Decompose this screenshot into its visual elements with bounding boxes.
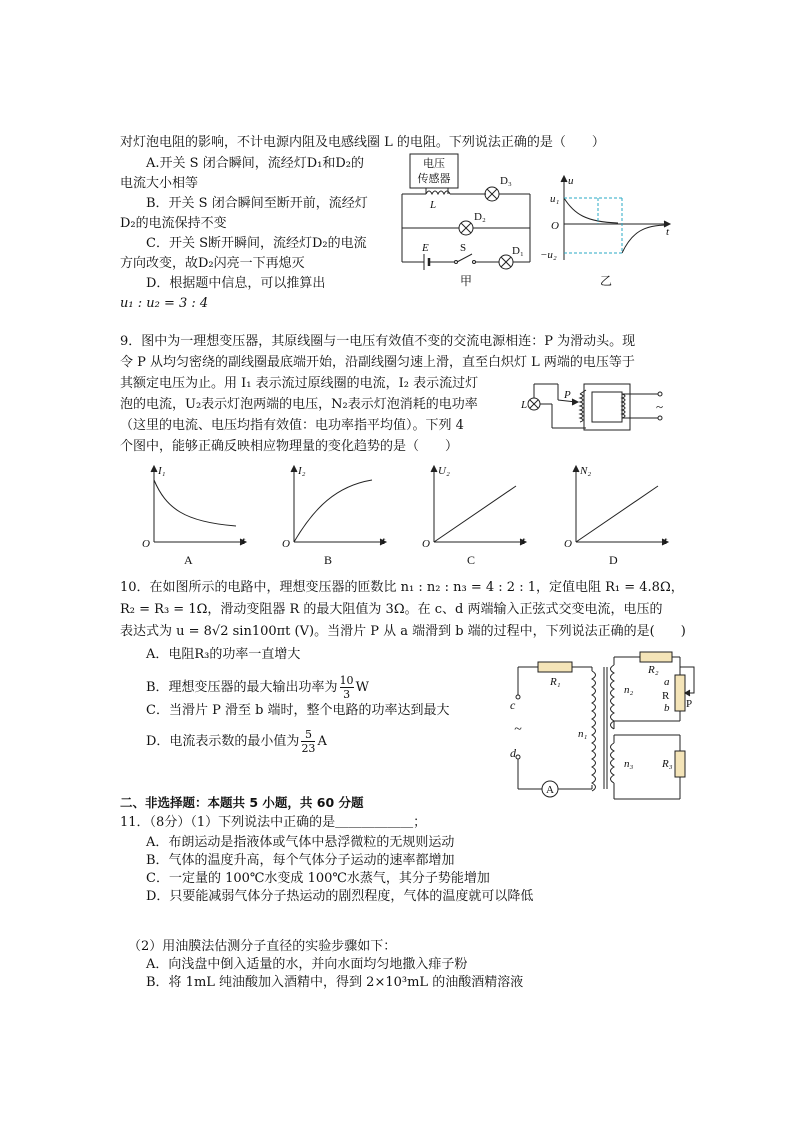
graph-d-y-label: N₂ [580,465,592,477]
section-heading: 二、非选择题：本题共 5 小题，共 60 分题 [120,795,364,810]
graph-c-y-label: U₂ [438,465,450,477]
slider-p-label: P [564,389,571,401]
q11-option-b: B．气体的温度升高，每个气体分子运动的速率都增加 [146,853,455,868]
graph-d-x-label: t [664,535,668,547]
q10-line2: R₂ = R₃ = 1Ω，滑动变阻器 R 的最大阻值为 3Ω。在 c、d 两端输入正弦式交变电流，电压的 [120,602,663,617]
q10-option-d: D．电流表示数的最小值为 $\frac{5}{23}$ A [146,728,327,755]
q8-option-c-line1: C．开关 S断开瞬间，流经灯D₂的电流 [146,236,367,251]
q11-option-a: A．布朗运动是指液体或气体中悬浮微粒的无规则运动 [146,835,455,850]
resistor-r2-label: R₂ [648,664,659,676]
terminal-d-label: d [510,746,516,760]
q11-line1: 11．（8分）（1）下列说法中正确的是＿＿＿＿＿＿； [120,815,427,830]
q10-option-c: C．当滑片 P 滑至 b 端时，整个电路的功率达到最大 [146,703,450,718]
graph-origin-label: O [551,220,559,232]
q8-option-a-line2: 电流大小相等 [120,176,199,191]
graph-c-origin: O [422,538,430,550]
graph-u-axis-label: u [568,175,574,187]
q9-answer-graphs [136,462,681,570]
resistor-r1-label: R₁ [550,676,561,688]
figure-jia-caption: 甲 [459,274,473,288]
q8-option-b-line1: B．开关 S 闭合瞬间至断开前，流经灯 [146,196,368,211]
graph-a-origin: O [142,538,150,550]
lamp-l-label: L [521,399,528,411]
q8-option-c-line2: 方向改变，故D₂闪亮一下再熄灭 [120,256,305,271]
figure-yi-caption: 乙 [599,274,613,288]
graph-d-origin: O [564,538,572,550]
graph-u1-label: u₁ [550,193,560,205]
q11-option-d: D．只要能减弱气体分子热运动的剧烈程度，气体的温度就可以降低 [146,889,534,904]
q9-transformer-figure [518,380,678,436]
q8-intro: 对灯泡电阻的影响，不计电源内阻及电感线圈 L 的电阻。下列说法正确的是（ ） [120,135,605,150]
q9-line5: （这里的电流、电压均指有效值：电功率指平均值）。下列 4 [120,418,464,433]
q8-option-d-line2: u₁ : u₂ = 3 : 4 [120,296,209,311]
graph-a-caption: A [184,553,193,567]
inductor-label: L [430,199,437,211]
graph-b-origin: O [282,538,290,550]
lamp-d2-label: D₂ [474,211,486,223]
graph-b-y-label: I₂ [298,465,306,477]
q11-part2-heading: （2）用油膜法估测分子直径的实验步骤如下： [128,939,397,954]
rheostat-r-label: R [662,690,670,702]
ac-source-symbol: ~ [514,722,522,737]
graph-c-caption: C [467,553,476,567]
graph-minus-u2-label: −u₂ [540,249,557,261]
q8-option-b-line2: D₂的电流保持不变 [120,216,227,231]
q8-option-a-line1: A.开关 S 闭合瞬间，流经灯D₁和D₂的 [146,156,364,171]
q11-part2-step-a: A．向浅盘中倒入适量的水，并向水面均匀地撒入痱子粉 [146,957,468,972]
graph-b-caption: B [324,553,333,567]
q10-option-b: B．理想变压器的最大输出功率为 $\frac{10}{3}$ W [146,674,369,701]
q9-line4: 泡的电流，U₂表示灯泡两端的电压，N₂表示灯泡消耗的电功率 [120,397,478,412]
graph-b-x-label: t [382,535,386,547]
coil-n2-label: n₂ [624,684,634,696]
graph-d-caption: D [609,553,618,567]
rheostat-b-end: b [664,702,670,714]
coil-n3-label: n₃ [624,758,634,770]
terminal-c-label: c [510,698,516,712]
graph-a-y-label: I₁ [158,465,166,477]
slider-p-label: P [686,698,693,710]
q8-option-d-line1: D．根据题中信息，可以推算出 [146,276,326,291]
switch-s-label: S [460,242,467,254]
graph-c-x-label: t [522,535,526,547]
q8-circuit-figure-jia [396,150,541,290]
ac-source-symbol: ~ [656,399,664,414]
q9-line6: 个图中，能够正确反映相应物理量的变化趋势的是（ ） [120,439,459,454]
coil-n1-label: n₁ [578,728,588,740]
q10-circuit-figure [500,645,700,805]
ammeter-label: A [546,784,554,796]
q9-line3: 其额定电压为止。用 I₁ 表示流过原线圈的电流，I₂ 表示流过灯 [120,376,479,391]
q8-graph-figure-yi [540,172,678,292]
q10-option-a: A．电阻R₃的功率一直增大 [146,647,301,662]
source-e-label: E [422,242,429,254]
q11-option-c: C．一定量的 100℃水变成 100℃水蒸气，其分子势能增加 [146,871,490,886]
q10-line3: 表达式为 u = 8√2 sin100πt (V)。当滑片 P 从 a 端滑到 b 端的过程中，下列说法正确的是( ) [120,624,686,639]
resistor-r3-label: R₃ [662,758,673,770]
rheostat-a-end: a [664,676,670,688]
graph-t-axis-label: t [666,226,670,238]
q9-line2: 令 P 从均匀密绕的副线圈最底端开始，沿副线圈匀速上滑，直至白炽灯 L 两端的电压等于 [120,355,635,370]
sensor-label-2: 传感器 [417,173,451,185]
graph-a-x-label: t [242,535,246,547]
lamp-d3-label: D₃ [500,175,512,187]
q11-part2-step-b: B．将 1mL 纯油酸加入酒精中，得到 2×10³mL 的油酸酒精溶液 [146,975,524,990]
q9-line1: 9．图中为一理想变压器，其原线圈与一电压有效值不变的交流电源相连：P 为滑动头。现 [120,334,636,349]
sensor-label-1: 电压 [423,158,445,170]
q10-line1: 10．在如图所示的电路中，理想变压器的匝数比 n₁ : n₂ : n₃ = 4 : 2 : 1，定值电阻 R₁ = 4.8Ω， [120,580,684,595]
lamp-d1-label: D₁ [512,245,524,257]
